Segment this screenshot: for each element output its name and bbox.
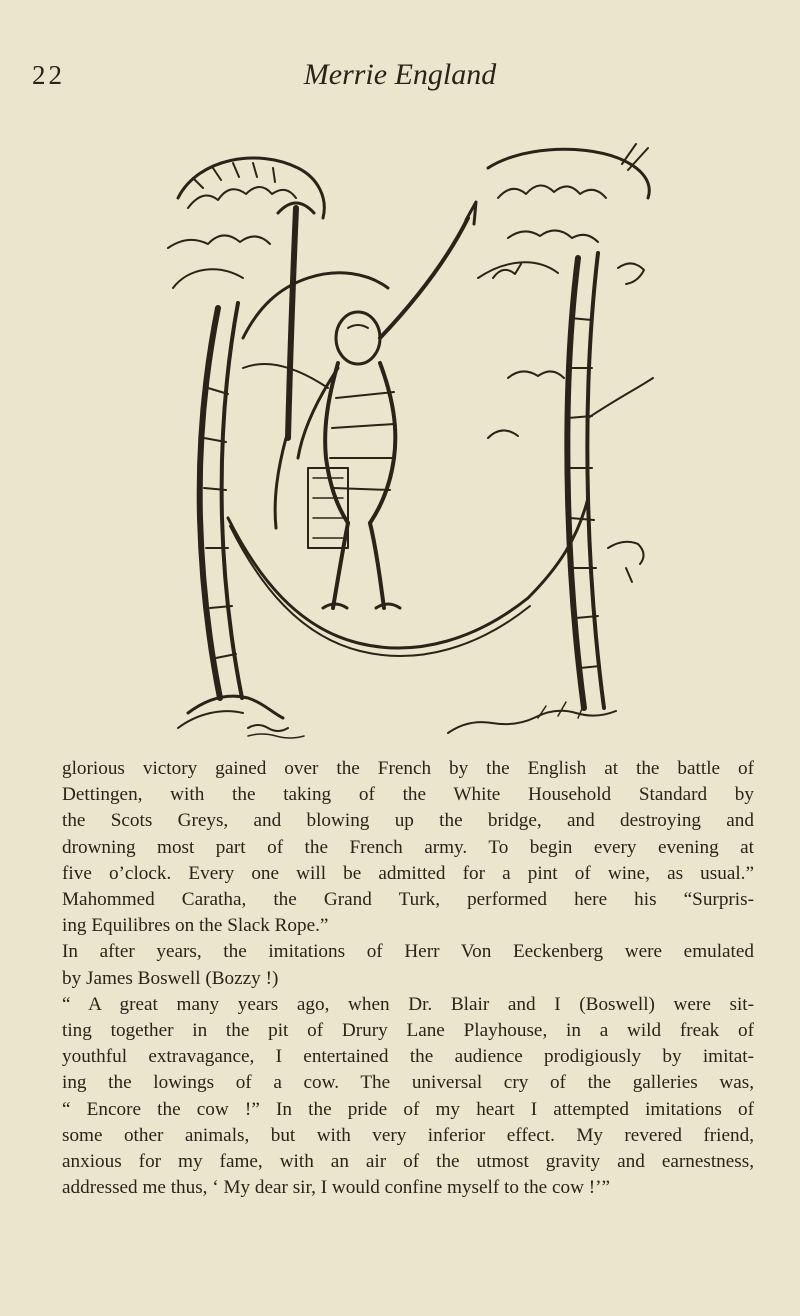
text-line: addressed me thus, ‘ My dear sir, I would confine myself to the cow !’” [62, 1177, 611, 1199]
tree-frame-with-figure-illustration [148, 138, 668, 748]
text-line: the Scots Greys, and blowing up the bridge, and destroying and [62, 810, 754, 832]
page-number: 22 [32, 60, 65, 90]
text-line: Mahommed Caratha, the Grand Turk, performed here his “Surpris- [62, 889, 754, 911]
running-title: Merrie England [303, 58, 497, 91]
page-header [0, 60, 800, 100]
text-line: Dettingen, with the taking of the White Household Standard by [62, 784, 754, 806]
text-line: anxious for my fame, with an air of the utmost gravity and earnestness, [62, 1151, 754, 1173]
text-line: ting together in the pit of Drury Lane Playhouse, in a wild freak of [62, 1020, 754, 1042]
text-line: ing the lowings of a cow. The universal cry of the galleries was, [62, 1072, 754, 1094]
text-line: by James Boswell (Bozzy !) [62, 967, 279, 989]
text-line: some other animals, but with very inferior effect. My revered friend, [62, 1124, 754, 1146]
text-line: “ A great many years ago, when Dr. Blair and I (Boswell) were sit- [62, 993, 754, 1015]
text-line: ing Equilibres on the Slack Rope.” [62, 915, 329, 937]
text-line: In after years, the imitations of Herr Von Eeckenberg were emulated [62, 941, 754, 963]
text-line: youthful extravagance, I entertained the audience prodigiously by imitat- [62, 1046, 754, 1068]
text-line: glorious victory gained over the French by the English at the battle of [62, 758, 754, 779]
text-line: drowning most part of the French army. To begin every evening at [62, 836, 754, 858]
text-line: “ Encore the cow !” In the pride of my heart I attempted imitations of [62, 1098, 754, 1120]
body-text [62, 756, 754, 1201]
text-line: five o’clock. Every one will be admitted for a pint of wine, as usual.” [62, 862, 754, 884]
